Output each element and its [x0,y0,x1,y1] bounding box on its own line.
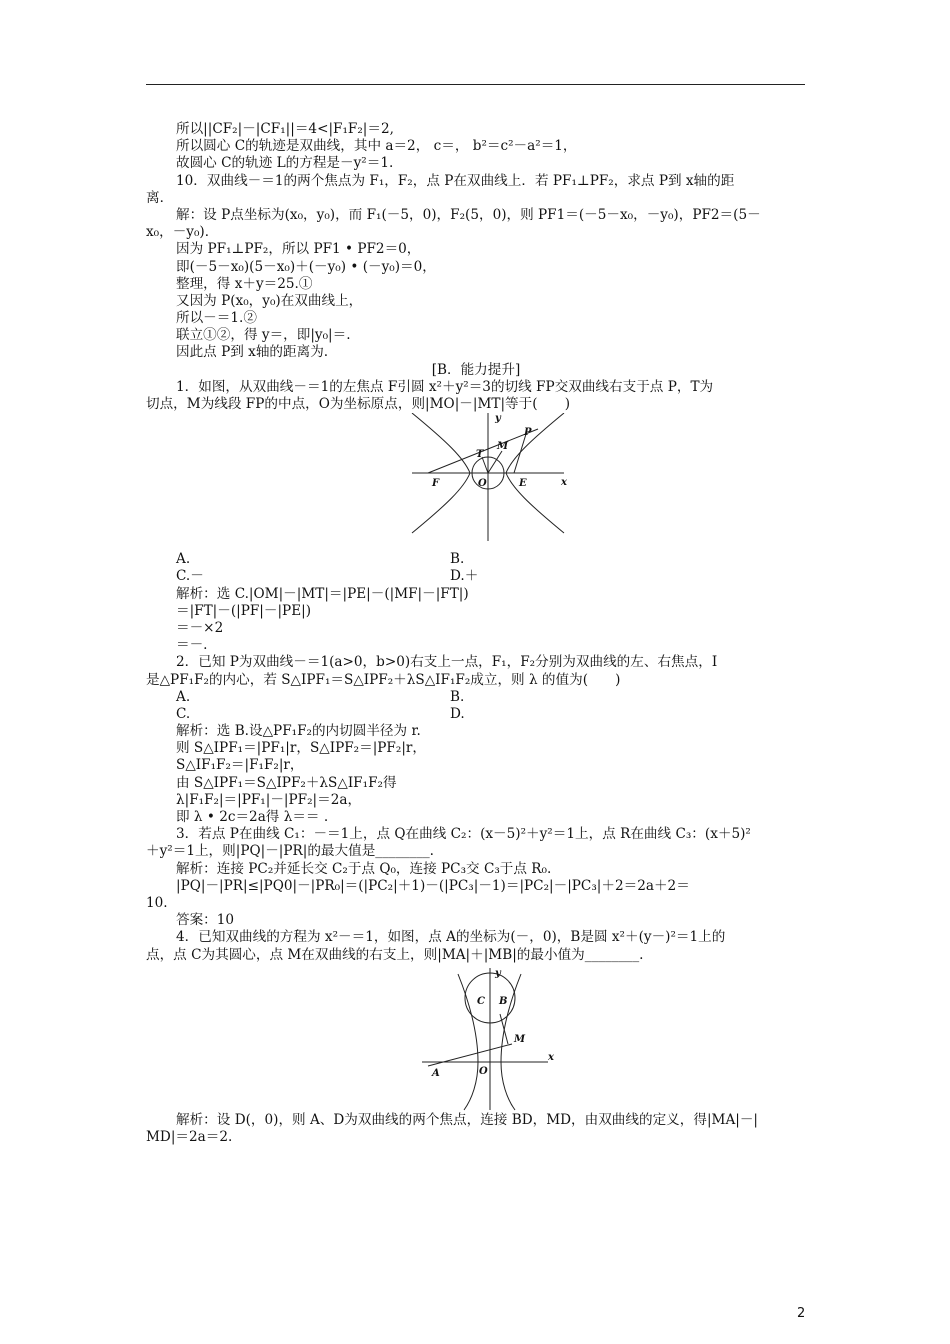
q2-solution: λ|F₁F₂|＝|PF₁|－|PF₂|＝2a， [176,791,362,808]
label-e: E [519,478,527,490]
question-1: 1．如图，从双曲线－＝1的左焦点 F引圆 x²＋y²＝3的切线 FP交双曲线右支于点 P，T为 [176,378,714,395]
q4-solution: 解析：设 D(，0)，则 A、D为双曲线的两个焦点，连接 BD，MD，由双曲线的定义，得|MA|－| [176,1111,759,1128]
segment-am [428,1044,512,1066]
q3-answer: 答案：10 [176,912,235,929]
q2-solution: 即 λ • 2c＝2a得 λ＝＝ . [176,809,329,825]
q1-solution: ＝－×2 [176,619,224,636]
q10-solution-cont: x₀，－y₀)． [146,224,219,241]
header-rule [146,84,805,85]
question-2: 2．已知 P为双曲线－＝1(a>0，b>0)右支上一点，F₁，F₂分别为双曲线的左、右焦点，I [176,654,718,671]
section-title: [B．能力提升] [431,361,521,378]
label-b: B [499,995,508,1007]
text-line: 故圆心 C的轨迹 L的方程是－y²＝1. [176,155,394,172]
option-a: A. [176,551,191,568]
q1-options-row [146,568,806,585]
text-line: 因此点 P到 x轴的距离为. [176,344,329,361]
text-line: 又因为 P(x₀，y₀)在双曲线上， [176,292,363,309]
question-2-cont: 是△PF₁F₂的内心，若 S△IPF₁＝S△IPF₂＋λS△IF₁F₂成立，则 λ 的值为( ) [146,671,621,688]
label-x: x [561,477,567,489]
hyperbola-left-branch [458,974,478,1110]
label-c: C [477,995,485,1007]
q10-solution: 解：设 P点坐标为(x₀，y₀)，而 F₁(－5，0)，F₂(5，0)，则 PF1＝(－5－x₀，－y₀)，PF2＝(5－ [176,206,761,223]
label-f: F [432,478,440,490]
question-3: 3．若点 P在曲线 C₁：－＝1上，点 Q在曲线 C₂：(x－5)²＋y²＝1上，点 R在曲线 C₃：(x＋5)² [176,826,751,843]
text-line: 所以||CF₂|－|CF₁||＝4<|F₁F₂|＝2, [176,121,394,137]
label-o: O [478,478,487,490]
q2-solution: 解析：选 B.设△PF₁F₂的内切圆半径为 r. [176,723,421,740]
page-number: 2 [797,1306,806,1321]
option-d: D.＋ [450,568,479,585]
text-line: 整理，得 x＋y＝25.① [176,275,313,292]
text-line: 因为 PF₁⊥PF₂，所以 PF1 • PF2＝0， [176,241,421,258]
text-line: 即(－5－x₀)(5－x₀)＋(－y₀) • (－y₀)＝0， [176,258,436,275]
label-m: M [497,441,509,453]
question-4: 4．已知双曲线的方程为 x²－＝1，如图，点 A的坐标为(－，0)，B是圆 x²＋(y－)²＝1上的 [176,929,726,946]
option-a: A. [176,688,191,705]
option-c: C. [176,705,191,722]
question-3-cont: ＋y²＝1上，则|PQ|－|PR|的最大值是________. [146,843,434,860]
question-1-cont: 切点，M为线段 FP的中点，O为坐标原点，则|MO|－|MT|等于( ) [146,396,570,412]
q2-options-row [146,689,806,706]
q1-options-row [146,551,806,568]
label-t: T [476,449,484,461]
question-10: 10．双曲线－＝1的两个焦点为 F₁，F₂，点 P在双曲线上．若 PF₁⊥PF₂，求点 P到 x轴的距 [176,172,735,189]
label-y: y [495,967,501,979]
hyperbola-tangent-diagram [146,413,806,551]
document-body [146,121,806,1146]
label-a: A [432,1067,440,1079]
q2-solution: 由 S△IPF₁＝S△IPF₂＋λS△IF₁F₂得 [176,774,397,791]
q3-solution-cont: 10. [146,894,168,911]
label-m: M [514,1033,526,1045]
label-x: x [548,1051,554,1063]
question-10-cont: 离． [146,189,174,206]
option-c: C.－ [176,568,204,585]
text-line: 所以－＝1.② [176,310,257,327]
q2-solution: 则 S△IPF₁＝|PF₁|r，S△IPF₂＝|PF₂|r， [176,740,426,757]
text-line: 联立①②，得 y＝，即|y₀|＝. [176,327,351,344]
q3-solution: |PQ|－|PR|≤|PQ0|－|PR₀|＝(|PC₂|＋1)－(|PC₃|－1)＝|PC₂|－|PC₃|＋2＝2a＋2＝ [176,877,690,894]
q1-solution: 解析：选 C.|OM|－|MT|＝|PE|－(|MF|－|FT|) [176,585,469,602]
hyperbola-circle-diagram [146,964,806,1112]
label-o: O [479,1065,488,1077]
option-b: B. [450,551,465,568]
q3-solution: 解析：连接 PC₂并延长交 C₂于点 Q₀，连接 PC₃交 C₃于点 R₀. [176,860,552,877]
label-p: P [524,427,532,439]
q1-solution: ＝|FT|－(|PF|－|PE|) [176,602,312,619]
option-d: D. [450,705,465,722]
q1-solution: ＝－. [176,637,208,654]
q2-options-row [146,706,806,723]
option-b: B. [450,688,465,705]
question-4-cont: 点，点 C为其圆心，点 M在双曲线的右支上，则|MA|＋|MB|的最小值为________. [146,946,644,963]
label-y: y [495,413,501,425]
q2-solution: S△IF₁F₂＝|F₁F₂|r， [176,757,304,774]
figure-2 [146,964,806,1112]
q4-solution-cont: MD|＝2a＝2. [146,1128,233,1145]
segment-pe [514,434,526,473]
figure-1 [146,413,806,551]
text-line: 所以圆心 C的轨迹是双曲线，其中 a＝2， c＝， b²＝c²－a²＝1， [176,138,577,155]
